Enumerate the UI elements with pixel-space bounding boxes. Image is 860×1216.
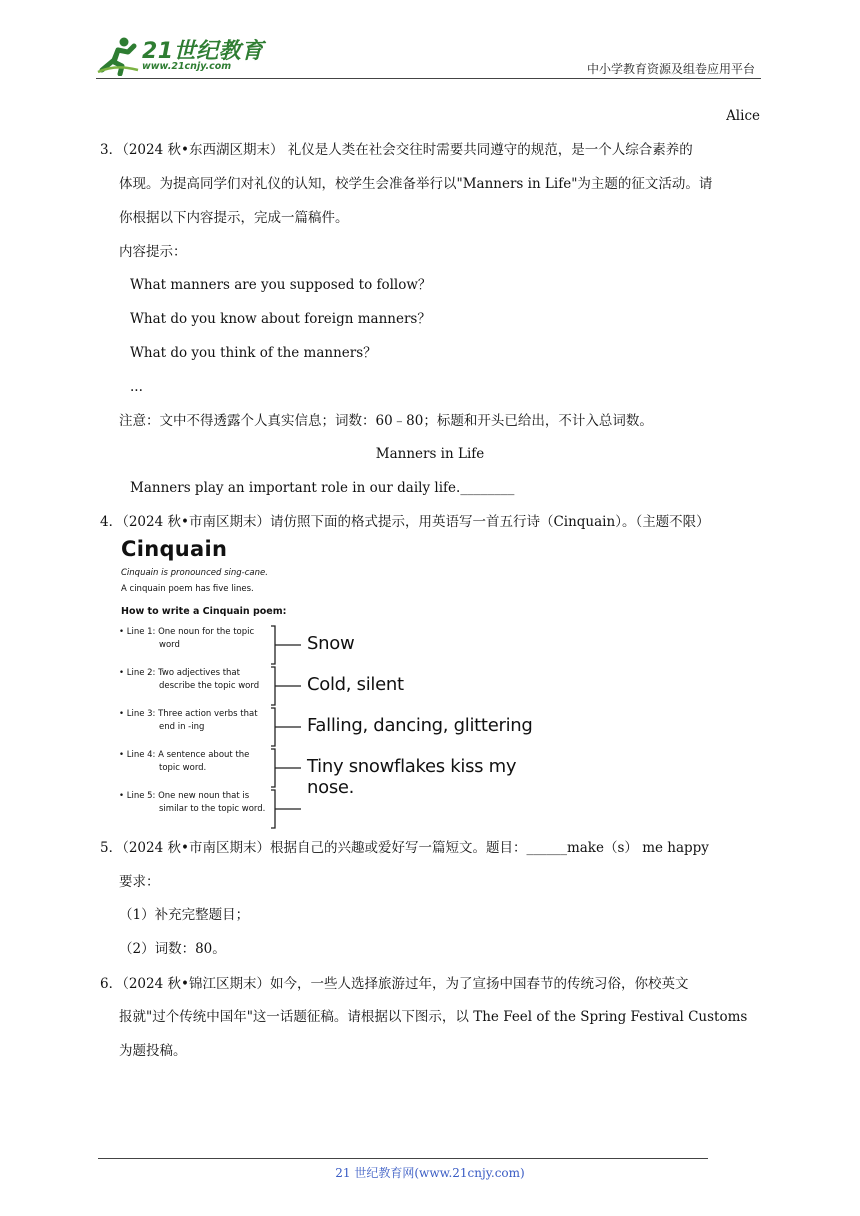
question-3-line-1: 3．（2024 秋•东西湖区期末） 礼仪是人类在社会交往时需要共同遵守的规范，是一个人综合素养的 bbox=[100, 142, 693, 158]
cinquain-row bbox=[117, 626, 537, 662]
runner-logo-icon bbox=[96, 36, 140, 76]
question-3-prompt-2: What do you know about foreign manners？ bbox=[130, 311, 431, 327]
cinquain-row-label: • Line 2: Two adjectives that describe the topic word bbox=[119, 668, 260, 691]
header-platform-text: 中小学教育资源及组卷应用平台 bbox=[586, 62, 755, 76]
logo-text: 21世纪教育 bbox=[142, 39, 264, 64]
cinquain-row-value: Tiny snowflakes kiss my nose. bbox=[307, 756, 517, 798]
cinquain-title: Cinquain bbox=[121, 537, 228, 561]
site-logo bbox=[96, 34, 266, 78]
question-3-hint-label: 内容提示： bbox=[119, 244, 187, 260]
question-3-prompt-4: ... bbox=[130, 379, 143, 395]
cinquain-row-value: Snow bbox=[307, 633, 355, 654]
question-5-line-2: 要求： bbox=[119, 874, 160, 890]
bracket-icon bbox=[267, 624, 307, 666]
page-header bbox=[96, 30, 761, 80]
question-5-line-3: （1）补充完整题目； bbox=[119, 907, 250, 923]
cinquain-row-value: Falling, dancing, glittering bbox=[307, 715, 533, 736]
footer-link[interactable]: 21 世纪教育网(www.21cnjy.com) bbox=[335, 1166, 525, 1180]
cinquain-figure bbox=[117, 537, 537, 829]
question-3-line-2: 体现。为提高同学们对礼仪的认知，校学生会准备举行以"Manners in Life"为主题的征文活动。请 bbox=[119, 176, 713, 192]
question-3-line-3: 你根据以下内容提示，完成一篇稿件。 bbox=[119, 210, 349, 226]
question-4: 4．（2024 秋•市南区期末）请仿照下面的格式提示，用英语写一首五行诗（Cinquain）。（主题不限） bbox=[100, 514, 710, 530]
cinquain-row bbox=[117, 667, 537, 703]
question-3-note: 注意：文中不得透露个人真实信息；词数：60﹣80；标题和开头已给出，不计入总词数。 bbox=[119, 413, 653, 429]
question-3-essay-start: Manners play an important role in our daily life.________ bbox=[130, 480, 515, 496]
bracket-icon bbox=[267, 665, 307, 707]
header-divider bbox=[96, 78, 761, 79]
cinquain-row bbox=[117, 708, 537, 744]
question-3-prompt-1: What manners are you supposed to follow？ bbox=[130, 277, 432, 293]
question-6-line-3: 为题投稿。 bbox=[119, 1043, 187, 1059]
question-5-line-4: （2）词数：80。 bbox=[119, 941, 226, 957]
question-6-line-2: 报就"过个传统中国年"这一话题征稿。请根据以下图示，以 The Feel of the Spring Festival Customs bbox=[119, 1009, 748, 1025]
question-3-essay-title: Manners in Life bbox=[375, 446, 485, 462]
cinquain-row bbox=[117, 790, 537, 826]
logo-url: www.21cnjy.com bbox=[142, 61, 232, 72]
bracket-icon bbox=[267, 706, 307, 748]
cinquain-row-label: • Line 1: One noun for the topic word bbox=[119, 627, 255, 650]
bracket-icon bbox=[267, 788, 307, 830]
cinquain-row-value: Cold, silent bbox=[307, 674, 404, 695]
cinquain-five-lines: A cinquain poem has five lines. bbox=[121, 584, 254, 594]
footer-divider bbox=[98, 1158, 708, 1159]
cinquain-pronunciation: Cinquain is pronounced sing-cane. bbox=[121, 568, 268, 578]
cinquain-row bbox=[117, 749, 537, 798]
cinquain-row-label: • Line 4: A sentence about the topic word. bbox=[119, 750, 250, 773]
bracket-icon bbox=[267, 747, 307, 789]
cinquain-row-label: • Line 5: One new noun that is similar to the topic word. bbox=[119, 791, 266, 814]
question-5-line-1: 5．（2024 秋•市南区期末）根据自己的兴趣或爱好写一篇短文。题目：______make（s） me happy bbox=[100, 840, 709, 856]
cinquain-how-to: How to write a Cinquain poem: bbox=[121, 606, 287, 617]
signature-alice: Alice bbox=[726, 108, 760, 124]
cinquain-row-label: • Line 3: Three action verbs that end in -ing bbox=[119, 709, 258, 732]
question-6-line-1: 6．（2024 秋•锦江区期末）如今，一些人选择旅游过年，为了宣扬中国春节的传统习俗，你校英文 bbox=[100, 976, 689, 992]
question-3-prompt-3: What do you think of the manners？ bbox=[130, 345, 377, 361]
